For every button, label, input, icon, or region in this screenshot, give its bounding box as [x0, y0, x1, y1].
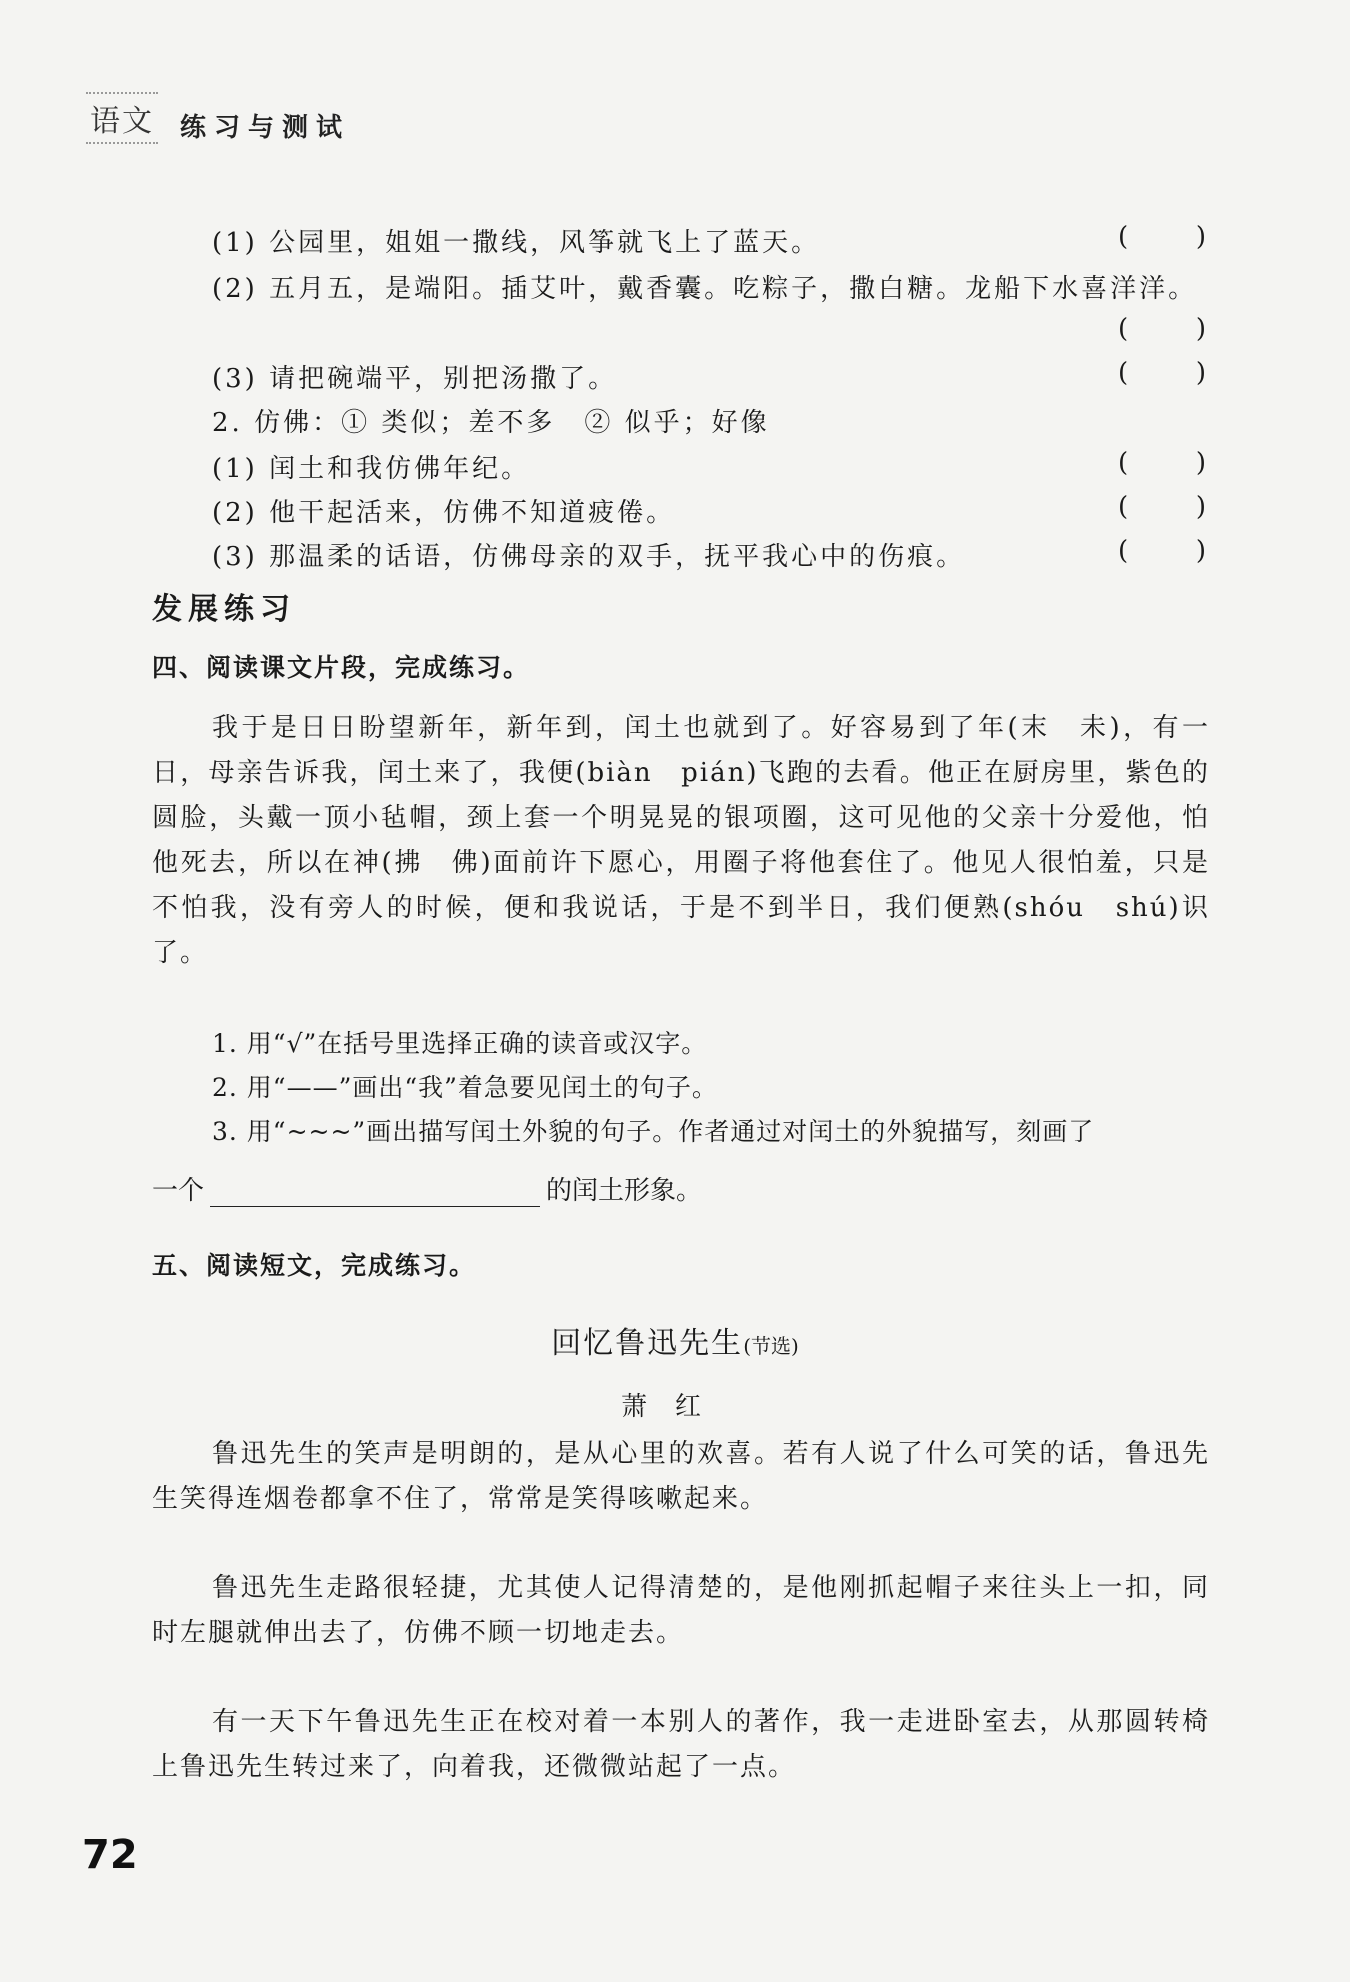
q4-task-1: 1. 用“√”在括号里选择正确的读音或汉字。 [212, 1029, 708, 1058]
blank-suffix: 的闰土形象。 [546, 1176, 703, 1206]
article-author: 萧红 [620, 1392, 729, 1422]
answer-blank[interactable] [210, 1176, 540, 1207]
q5-heading: 五、阅读短文，完成练习。 [152, 1251, 477, 1280]
page-number: 72 [82, 1832, 138, 1878]
word2-item-1: (1) 闰土和我仿佛年纪。 [212, 454, 531, 484]
blank-prefix: 一个 [152, 1176, 205, 1206]
article-paragraph-3: 有一天下午鲁迅先生正在校对着一本别人的著作，我一走进卧室去，从那圆转椅上鲁迅先生转过来了，向着我，还微微站起了一点。 [152, 1707, 1210, 1782]
word2-item-3: (3) 那温柔的话语，仿佛母亲的双手，抚平我心中的伤痕。 [212, 542, 966, 572]
header-book-title: 练习与测试 [180, 113, 351, 143]
q4-heading: 四、阅读课文片段，完成练习。 [152, 653, 531, 682]
answer-paren-2[interactable]: ( ) [1118, 314, 1206, 344]
q4-task-3: 3. 用“~~~”画出描写闰土外貌的句子。作者通过对闰土的外貌描写，刻画了 [212, 1117, 1095, 1146]
answer-paren-5[interactable]: ( ) [1118, 492, 1206, 522]
article-paragraph-2: 鲁迅先生走路很轻捷，尤其使人记得清楚的，是他刚抓起帽子来往头上一扣，同时左腿就伸出去了，仿佛不顾一切地走去。 [152, 1573, 1210, 1648]
q4-fill-in [152, 1170, 702, 1207]
answer-paren-3[interactable]: ( ) [1118, 358, 1206, 388]
q3-item-2: (2) 五月五，是端阳。插艾叶，戴香囊。吃粽子，撒白糖。龙船下水喜洋洋。 [212, 274, 1198, 304]
answer-paren-4[interactable]: ( ) [1118, 448, 1206, 478]
answer-paren-1[interactable]: ( ) [1118, 222, 1206, 252]
word2-item-2: (2) 他干起活来，仿佛不知道疲倦。 [212, 498, 676, 528]
q3-item-3: (3) 请把碗端平，别把汤撒了。 [212, 364, 618, 394]
article-paragraph-1: 鲁迅先生的笑声是明朗的，是从心里的欢喜。若有人说了什么可笑的话，鲁迅先生笑得连烟卷都拿不住了，常常是笑得咳嗽起来。 [152, 1439, 1210, 1514]
article-title-note: (节选) [743, 1334, 799, 1358]
word2-definition: 2. 仿佛：① 类似；差不多 ② 似乎；好像 [212, 408, 770, 438]
q4-task-2: 2. 用“——”画出“我”着急要见闰土的句子。 [212, 1073, 718, 1102]
q4-passage: 我于是日日盼望新年，新年到，闰土也就到了。好容易到了年(末 未)，有一日，母亲告诉我，闰土来了，我便(biàn pián)飞跑的去看。他正在厨房里，紫色的圆脸，头戴一顶小毡帽，颈上套一个明晃晃的银项圈，这可见他的父亲十分爱他，怕他死去，所以在神(拂 佛)面前许下愿心，用圈子将他套住了。他见人很怕羞，只是不怕我，没有旁人的时候，便和我说话，于是不到半日，我们便熟(shóu shú)识了。 [152, 713, 1210, 968]
article-title: 回忆鲁迅先生(节选) [551, 1326, 799, 1361]
q3-item-1: (1) 公园里，姐姐一撒线，风筝就飞上了蓝天。 [212, 228, 821, 258]
answer-paren-6[interactable]: ( ) [1118, 536, 1206, 566]
page-header [86, 92, 350, 144]
section-title: 发展练习 [152, 592, 296, 627]
header-subject: 语文 [86, 92, 158, 144]
